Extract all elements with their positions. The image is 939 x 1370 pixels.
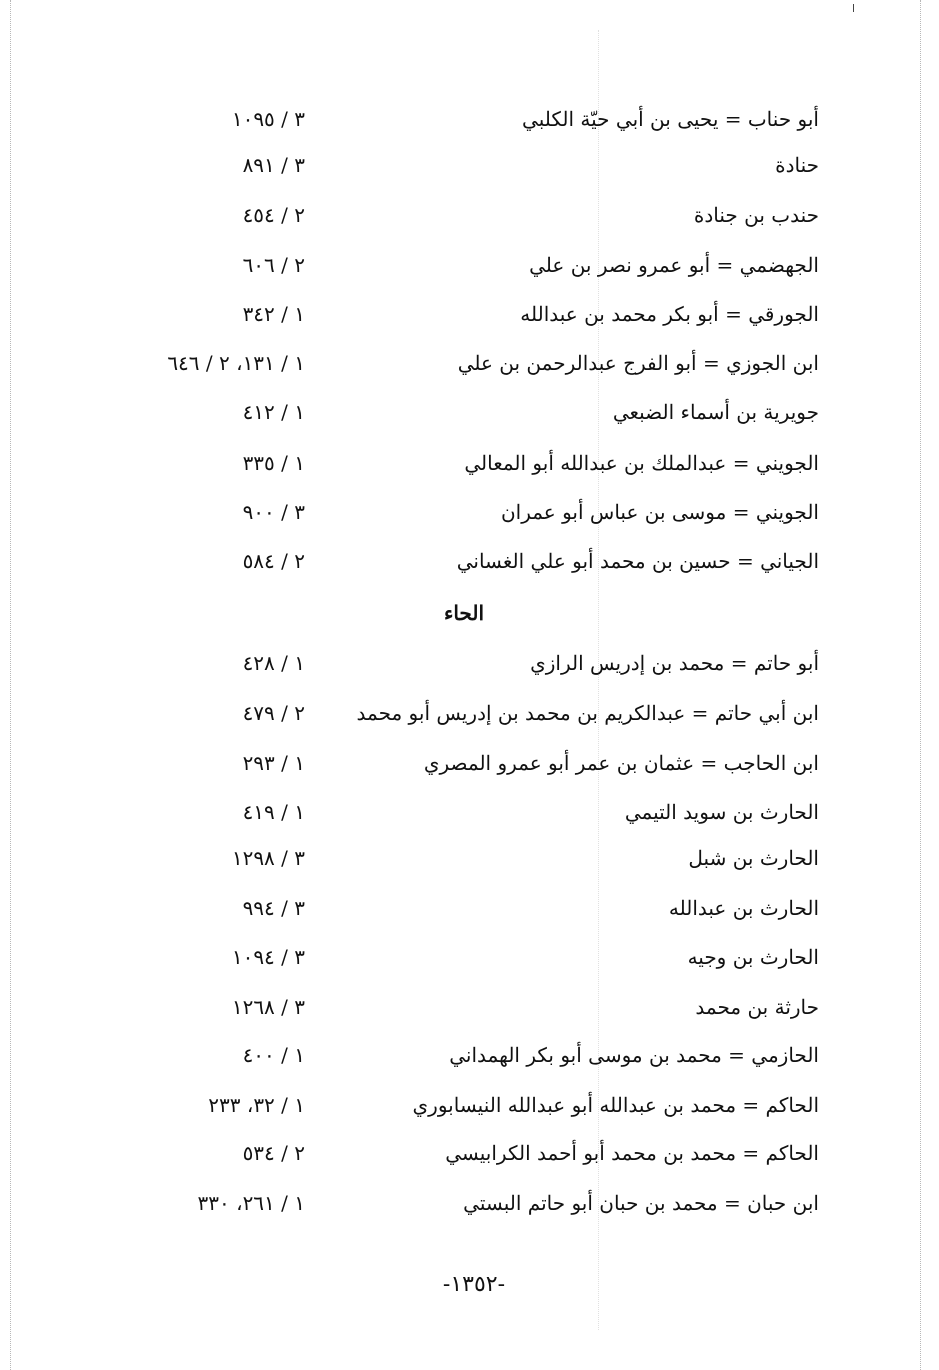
entry-reference: ١ / ٤١٢ xyxy=(242,400,305,424)
page-number: -١٣٥٢- xyxy=(442,1272,506,1297)
index-entry xyxy=(0,443,939,483)
entry-name: ابن أبي حاتم = عبدالكريم بن محمد بن إدريس أبو محمد xyxy=(356,701,819,725)
index-entry xyxy=(0,99,939,139)
index-entry xyxy=(0,937,939,977)
index-entry xyxy=(0,987,939,1027)
entry-name: الحارث بن شبل xyxy=(688,846,819,870)
entry-reference: ١ / ٤١٩ xyxy=(242,800,305,824)
index-entry xyxy=(0,743,939,783)
entry-reference: ١ / ٤٠٠ xyxy=(242,1043,305,1067)
section-heading: الحاء xyxy=(443,601,484,625)
index-entry xyxy=(0,541,939,581)
entry-name: الحاكم = محمد بن محمد أبو أحمد الكرابيسي xyxy=(445,1141,819,1165)
entry-reference: ٣ / ١٠٩٥ xyxy=(231,107,305,131)
entry-name: حندب بن جنادة xyxy=(693,203,819,227)
entry-reference: ٣ / ٩٩٤ xyxy=(242,896,305,920)
index-entry xyxy=(0,294,939,334)
entry-reference: ٢ / ٦٠٦ xyxy=(242,253,305,277)
entry-name: ابن الحاجب = عثمان بن عمر أبو عمرو المصري xyxy=(423,751,819,775)
entry-reference: ٣ / ٩٠٠ xyxy=(242,500,305,524)
entry-name: الحاكم = محمد بن عبدالله أبو عبدالله النيسابوري xyxy=(412,1093,819,1117)
index-entry xyxy=(0,245,939,285)
entry-name: الجورقي = أبو بكر محمد بن عبدالله xyxy=(520,302,819,326)
entry-name: أبو حاتم = محمد بن إدريس الرازي xyxy=(530,651,819,675)
index-entry xyxy=(0,195,939,235)
entry-reference: ١ / ٣٢، ٢٣٣ xyxy=(208,1093,305,1117)
entry-name: ابن الجوزي = أبو الفرج عبدالرحمن بن علي xyxy=(457,351,819,375)
index-entry xyxy=(0,1085,939,1125)
index-entry xyxy=(0,1133,939,1173)
entry-reference: ١ / ٢٩٣ xyxy=(242,751,305,775)
entry-reference: ٢ / ٤٧٩ xyxy=(242,701,305,725)
entry-reference: ١ / ٢٦١، ٣٣٠ xyxy=(197,1191,305,1215)
entry-reference: ٣ / ١٠٩٤ xyxy=(231,945,305,969)
entry-reference: ٣ / ٨٩١ xyxy=(242,153,305,177)
entry-name: الحازمي = محمد بن موسى أبو بكر الهمداني xyxy=(449,1043,819,1067)
index-entry xyxy=(0,1035,939,1075)
entry-name: الجهضمي = أبو عمرو نصر بن علي xyxy=(529,253,819,277)
index-entry xyxy=(0,888,939,928)
entry-reference: ٣ / ١٢٦٨ xyxy=(231,995,305,1019)
entry-name: حارثة بن محمد xyxy=(695,995,819,1019)
entry-name: الحارث بن وجيه xyxy=(687,945,819,969)
index-entry xyxy=(0,492,939,532)
entry-name: ابن حبان = محمد بن حبان أبو حاتم البستي xyxy=(463,1191,819,1215)
entry-name: الجويني = موسى بن عباس أبو عمران xyxy=(500,500,819,524)
index-entry xyxy=(0,693,939,733)
entry-reference: ١ / ٤٢٨ xyxy=(242,651,305,675)
entry-name: حنادة xyxy=(775,153,819,177)
entry-reference: ٢ / ٥٨٤ xyxy=(242,549,305,573)
index-entry xyxy=(0,643,939,683)
entry-name: الحارث بن عبدالله xyxy=(668,896,819,920)
entry-reference: ٢ / ٤٥٤ xyxy=(242,203,305,227)
entry-name: جويرية بن أسماء الضبعي xyxy=(612,400,819,424)
entry-name: الجويني = عبدالملك بن عبدالله أبو المعالي xyxy=(464,451,819,475)
entry-reference: ١ / ٣٤٢ xyxy=(242,302,305,326)
entry-name: الجياني = حسين بن محمد أبو علي الغساني xyxy=(456,549,819,573)
corner-mark xyxy=(853,4,860,12)
entry-name: أبو حناب = يحيى بن أبي حيّة الكلبي xyxy=(522,107,819,131)
entry-name: الحارث بن سويد التيمي xyxy=(624,800,819,824)
index-entry xyxy=(0,1183,939,1223)
index-entry xyxy=(0,792,939,832)
index-entry xyxy=(0,145,939,185)
index-entry xyxy=(0,343,939,383)
entry-reference: ١ / ١٣١، ٢ / ٦٤٦ xyxy=(167,351,305,375)
entry-reference: ١ / ٣٣٥ xyxy=(242,451,305,475)
index-entry xyxy=(0,838,939,878)
entry-reference: ٢ / ٥٣٤ xyxy=(242,1141,305,1165)
entry-reference: ٣ / ١٢٩٨ xyxy=(231,846,305,870)
index-entry xyxy=(0,392,939,432)
